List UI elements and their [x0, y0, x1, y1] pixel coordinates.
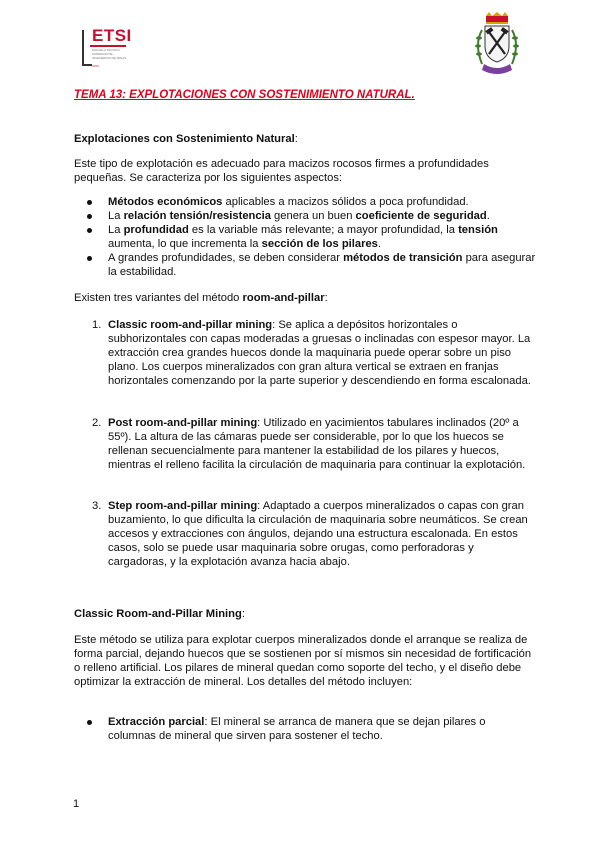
bold-term: coeficiente de seguridad: [355, 210, 487, 222]
item-text: para asegurar la estabilidad.: [108, 252, 536, 278]
numbered-item: [92, 499, 532, 569]
section-intro: Este tipo de explotación es adecuado para macizos rocosos firmes a profundidades pequeñas. Se caracteriza por los siguientes aspectos:: [74, 158, 489, 184]
item-text: Existen tres variantes del método: [74, 292, 243, 304]
bold-term: Post room-and-pillar mining: [108, 417, 258, 429]
item-number: 3.: [92, 500, 102, 512]
bold-term: Step room-and-pillar mining: [108, 500, 258, 512]
bullet-dot: [87, 228, 92, 233]
bullet-dot: [87, 256, 92, 261]
item-text: genera un buen: [270, 210, 356, 222]
section-heading: [74, 132, 534, 146]
list-item: [76, 715, 536, 743]
bullet-dot: [87, 214, 92, 219]
section-heading: [74, 607, 534, 621]
bullet-list: [76, 195, 536, 279]
bold-term: métodos de transición: [343, 252, 463, 264]
item-number: 1.: [92, 319, 102, 331]
logo-bracket: [82, 30, 92, 66]
variants-intro: [74, 291, 534, 305]
etsi-logo-university: UPM: [92, 64, 99, 68]
item-number: 2.: [92, 417, 102, 429]
heading-suffix: :: [241, 608, 245, 620]
list-item: [76, 195, 536, 209]
bold-term: relación tensión/resistencia: [123, 210, 271, 222]
bullet-list: [76, 715, 536, 743]
item-text: es la variable más relevante; a mayor profundidad, la: [188, 224, 459, 236]
bold-term: sección de los pilares: [261, 238, 378, 250]
item-text: :: [324, 292, 328, 304]
list-item: [76, 209, 536, 223]
bold-term: Classic room-and-pillar mining: [108, 319, 273, 331]
numbered-list: [92, 318, 532, 388]
section-intro: Este método se utiliza para explotar cuerpos mineralizados donde el arranque se realiza de forma parcial, dejando huecos que se sostienen por sí mismos sin necesidad de fortificación o relleno artificial. Los pilares de mineral quedan como soporte del techo, y el diseño debe optimizar la extracción de mineral. Los detalles del método incluyen:: [74, 634, 532, 688]
item-text: : El mineral se arranca de manera que se dejan pilares o columnas de mineral que sirven para sostener el techo.: [108, 716, 486, 742]
numbered-item: [92, 318, 532, 388]
bullet-dot: [87, 720, 92, 725]
etsi-logo-subtitle: ESCUELA TÉCNICA SUPERIOR DE INGENIEROS DE MINAS: [92, 48, 127, 60]
logo-rule: [90, 45, 126, 47]
coat-of-arms-icon: [470, 12, 524, 78]
page-number: 1: [73, 798, 80, 810]
item-text: aplicables a macizos sólidos a poca profundidad.: [222, 196, 469, 208]
item-text: La: [108, 224, 124, 236]
section-heading-text: Classic Room-and-Pillar Mining: [74, 608, 242, 620]
numbered-item: [92, 416, 532, 472]
etsi-logo-word: ETSI: [92, 26, 132, 45]
page-title: TEMA 13: EXPLOTACIONES CON SOSTENIMIENTO NATURAL.: [74, 89, 415, 101]
bold-term: Métodos económicos: [108, 196, 223, 208]
item-text: La: [108, 210, 124, 222]
item-text: : Se aplica a depósitos horizontales o subhorizontales con capas moderadas a gruesas o inclinadas con espesor mayor. La extracción crea grandes huecos donde la maquinaria puede operar sobre un piso plano. Los cuerpos mineralizados con gran altura vertical se extraen en franjas horizontales comenzando por la parte superior y descendiendo en forma escalonada.: [108, 319, 531, 387]
item-text: .: [486, 210, 490, 222]
list-item: [76, 251, 536, 279]
heading-suffix: :: [294, 133, 298, 145]
numbered-list: [92, 416, 532, 472]
section-heading-text: Explotaciones con Sostenimiento Natural: [74, 133, 295, 145]
etsi-logo: [82, 24, 142, 72]
item-text: : Adaptado a cuerpos mineralizados o capas con gran buzamiento, lo que dificulta la circulación de maquinaria sobre neumáticos. Se crean accesos y extracciones con ángulos, dejando una estructura escalonada. En estos casos, solo se puede usar maquinaria sobre orugas, como perforadoras y cargadoras, y la explotación avanza hacia abajo.: [108, 500, 528, 568]
bold-term: tensión: [458, 224, 498, 236]
bold-term: room-and-pillar: [242, 292, 325, 304]
list-item: [76, 223, 536, 251]
item-text: : Utilizado en yacimientos tabulares inclinados (20º a 55º). La altura de las cámaras puede ser considerable, por lo que los huecos se rellenan secuencialmente para mantener la estabilidad de los pilares y huecos, mientras el relleno facilita la circulación de maquinaria para continuar la explotación.: [108, 417, 526, 471]
bullet-dot: [87, 200, 92, 205]
bold-term: Extracción parcial: [108, 716, 205, 728]
bold-term: profundidad: [123, 224, 189, 236]
item-text: aumenta, lo que incrementa la: [108, 238, 262, 250]
numbered-list: [92, 499, 532, 569]
item-text: .: [377, 238, 382, 250]
item-text: A grandes profundidades, se deben considerar: [108, 252, 344, 264]
